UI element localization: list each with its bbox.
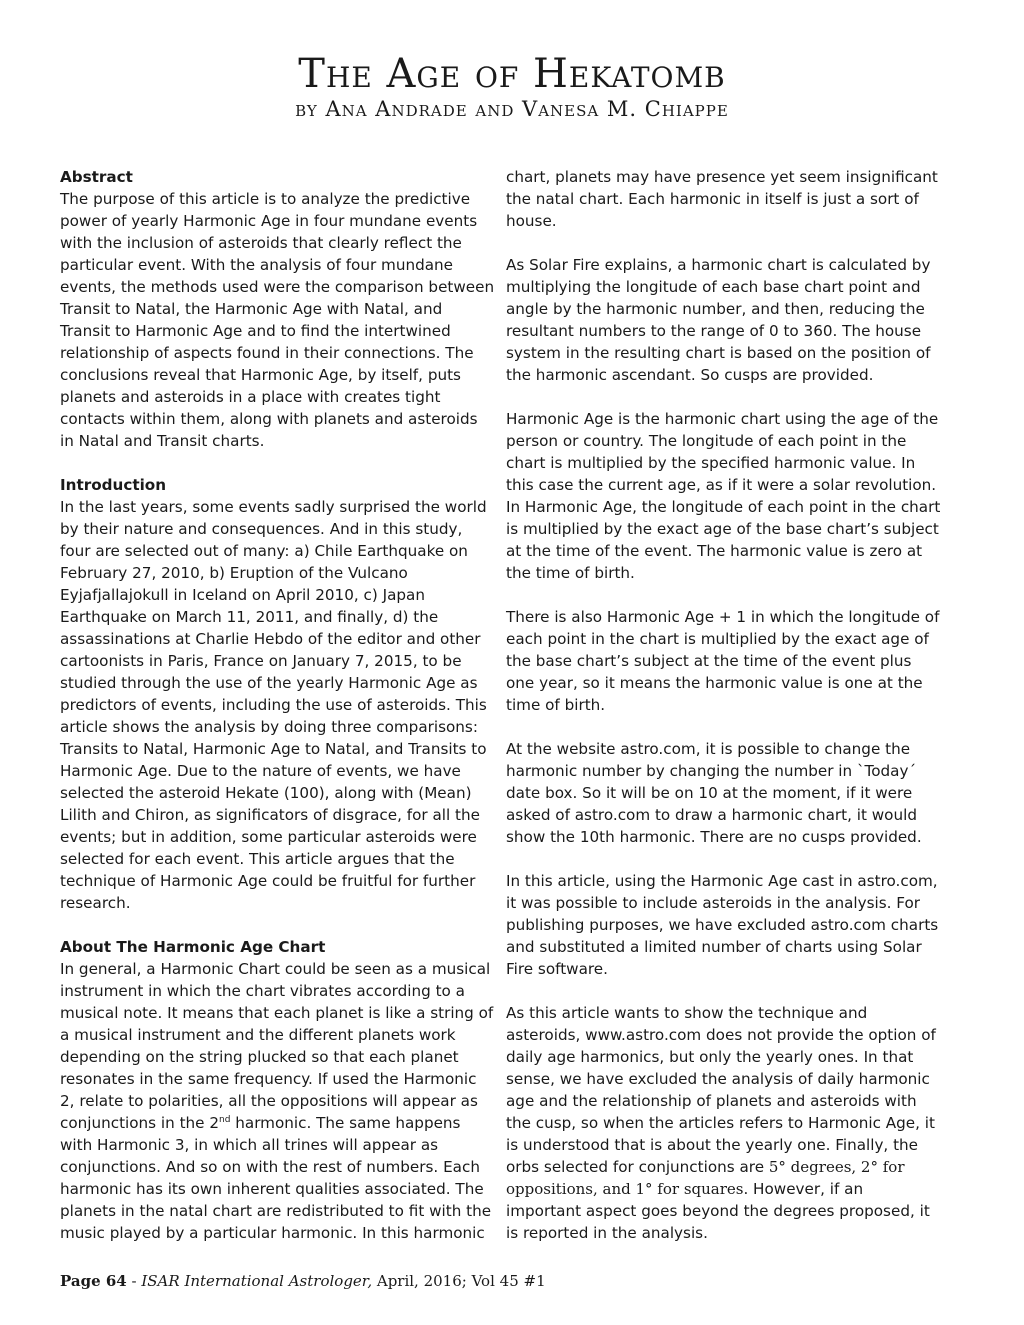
left-column: [60, 166, 495, 1266]
right-paragraph-1: chart, planets may have presence yet seem insignificant the natal chart. Each harmonic in itself is just a sort of house.: [506, 168, 938, 230]
about-text-part1: In general, a Harmonic Chart could be seen as a musical instrument in which the chart vibrates according to a musical note. It means that each planet is like a string of a musical instrument and the different planets work depending on the string plucked so that each planet resonates in the same frequency. If used the Harmonic 2, relate to polarities, all the oppositions will appear as conjunctions in the 2: [60, 960, 494, 1132]
abstract-text: The purpose of this article is to analyze the predictive power of yearly Harmonic Age in four mundane events with the inclusion of asteroids that clearly reflect the particular event. With the analysis of four mundane events, the methods used were the comparison between Transit to Natal, the Harmonic Age with Natal, and Transit to Harmonic Age and to find the intertwined relationship of aspects found in their connections. The conclusions reveal that Harmonic Age, by itself, puts planets and asteroids in a place with creates tight contacts within them, along with planets and asteroids in Natal and Transit charts.: [60, 190, 495, 450]
right-column: [506, 166, 942, 1266]
about-heading: About The Harmonic Age Chart: [60, 938, 326, 956]
publication-name: ISAR International Astrologer,: [141, 1272, 373, 1290]
right-paragraph-6: In this article, using the Harmonic Age cast in astro.com, it was possible to include asteroids in the analysis. For publishing purposes, we have excluded astro.com charts and substituted a limited number of charts using Solar Fire software.: [506, 872, 939, 978]
about-text-part2: harmonic. The same happens with Harmonic 3, in which all trines will appear as conjunctions. And so on with the rest of numbers. Each harmonic has its own inherent qualities associated. The planets in the natal chart are redistributed to fit with the music played by a particular harmonic. In this harmonic: [60, 1114, 492, 1242]
title-block: [0, 52, 1024, 122]
abstract-heading: Abstract: [60, 168, 133, 186]
issue-info: April, 2016; Vol 45 #1: [372, 1272, 546, 1290]
right-paragraph-7-start: As this article wants to show the technique and asteroids, www.astro.com does not provide the option of daily age harmonics, but only the yearly ones. In that sense, we have excluded the analysis of daily harmonic age and the relationship of planets and asteroids with the cusp, so when the articles refers to Harmonic Age, it is understood that is about the yearly one. Finally, the orbs selected for conjunctions are: [506, 1004, 936, 1176]
right-paragraph-3: Harmonic Age is the harmonic chart using the age of the person or country. The longitude of each point in the chart is multiplied by the specified harmonic value. In this case the current age, as if it were a solar revolution. In Harmonic Age, the longitude of each point in the chart is multiplied by the exact age of the base chart’s subject at the time of the event. The harmonic value is zero at the time of birth.: [506, 410, 941, 582]
right-paragraph-2: As Solar Fire explains, a harmonic chart is calculated by multiplying the longitude of each base chart point and angle by the harmonic number, and then, reducing the resultant numbers to the range of 0 to 360. The house system in the resulting chart is based on the position of the harmonic ascendant. So cusps are provided.: [506, 256, 931, 384]
right-paragraph-7-end: However, if an important aspect goes beyond the degrees proposed, it is reported in the analysis.: [506, 1180, 930, 1242]
right-paragraph-5: At the website astro.com, it is possible to change the harmonic number by changing the number in `Today´ date box. So it will be on 10 at the moment, if it were asked of astro.com to draw a harmonic chart, it would show the 10th harmonic. There are no cusps provided.: [506, 740, 922, 846]
orbs-serif-text: 5° degrees, 2° for oppositions, and 1° for squares.: [506, 1158, 905, 1198]
footer-separator: -: [126, 1272, 142, 1290]
article-byline: by Ana Andrade and Vanesa M. Chiappe: [295, 97, 729, 121]
introduction-text: In the last years, some events sadly surprised the world by their nature and consequences. And in this study, four are selected out of many: a) Chile Earthquake on February 27, 2010, b) Eruption of the Vulcano Eyjafjallajokull in Iceland on April 2010, c) Japan Earthquake on March 11, 2011, and finally, d) the assassinations at Charlie Hebdo of the editor and other cartoonists in Paris, France on January 7, 2015, to be studied through the use of the yearly Harmonic Age as predictors of events, including the use of asteroids. This article shows the analysis by doing three comparisons: Transits to Natal, Harmonic Age to Natal, and Transits to Harmonic Age. Due to the nature of events, we have selected the asteroid Hekate (100), along with (Mean) Lilith and Chiron, as significators of disgrace, for all the events; but in addition, some particular asteroids were selected for each event. This article argues that the technique of Harmonic Age could be fruitful for further research.: [60, 498, 487, 912]
page-footer: [60, 1272, 546, 1290]
article-title: The Age of Hekatomb: [298, 51, 726, 97]
ordinal-superscript: nd: [219, 1114, 231, 1125]
page-number: Page 64: [60, 1272, 127, 1290]
about-text: [60, 958, 495, 1244]
right-paragraph-7: [506, 1002, 942, 1244]
right-paragraph-4: There is also Harmonic Age + 1 in which the longitude of each point in the chart is multiplied by the exact age of the base chart’s subject at the time of the event plus one year, so it means the harmonic value is one at the time of birth.: [506, 608, 940, 714]
introduction-heading: Introduction: [60, 476, 167, 494]
